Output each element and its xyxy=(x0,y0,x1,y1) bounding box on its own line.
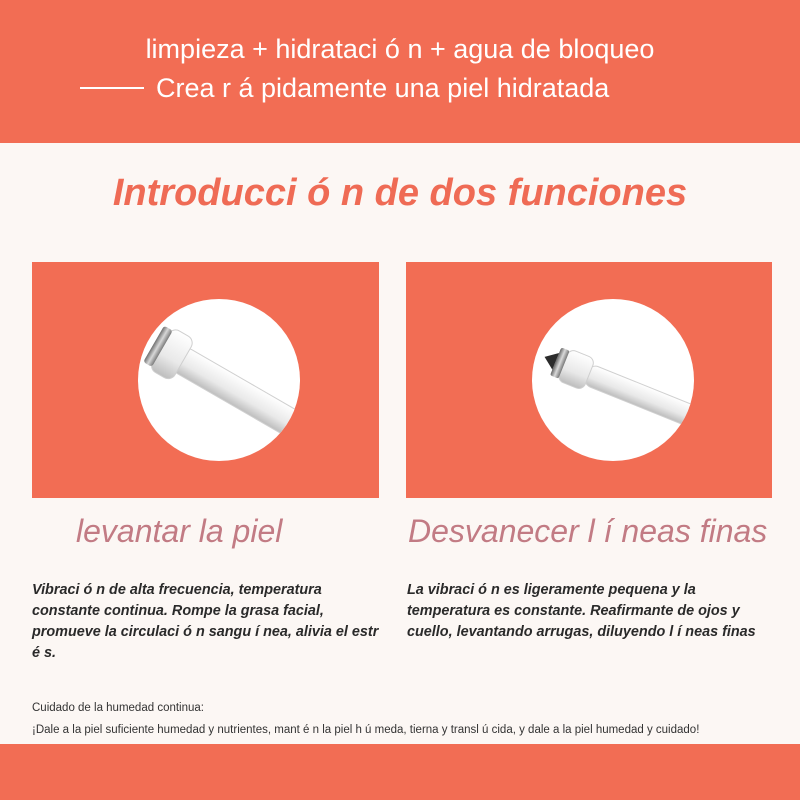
banner-headline: limpieza + hidrataci ó n + agua de bloqueo xyxy=(145,34,655,64)
feature-title-lift: levantar la piel xyxy=(76,513,283,549)
banner-subheadline-text: Crea r á pidamente una piel hidratada xyxy=(156,73,610,103)
note-label: Cuidado de la humedad continua: xyxy=(32,702,204,714)
dash-divider xyxy=(80,87,144,89)
pointed-head-device-icon xyxy=(532,299,694,461)
feature-image-panel-lift xyxy=(32,262,379,498)
note-text: ¡Dale a la piel suficiente humedad y nutrientes, mant é n la piel h ú meda, tierna y transl ú cida, y dale a la piel humedad y cuidado! xyxy=(32,724,700,736)
feature-title-lines: Desvanecer l í neas finas xyxy=(408,513,768,549)
flat-head-device-icon xyxy=(138,299,300,461)
bottom-banner xyxy=(0,744,800,800)
section-title: Introducci ó n de dos funciones xyxy=(112,172,688,214)
feature-description-lift: Vibraci ó n de alta frecuencia, temperatura constante continua. Rompe la grasa facial, promueve la circulaci ó n sangu í nea, alivia el estr é s. xyxy=(32,582,379,661)
banner-subheadline xyxy=(80,71,609,105)
top-banner xyxy=(0,0,800,143)
product-photo-circle xyxy=(138,299,300,461)
feature-image-panel-lines xyxy=(406,262,772,498)
product-photo-circle xyxy=(532,299,694,461)
feature-description-lines: La vibraci ó n es ligeramente pequena y la temperatura es constante. Reafirmante de ojos y cuello, levantando arrugas, diluyendo l í neas finas xyxy=(407,582,756,640)
